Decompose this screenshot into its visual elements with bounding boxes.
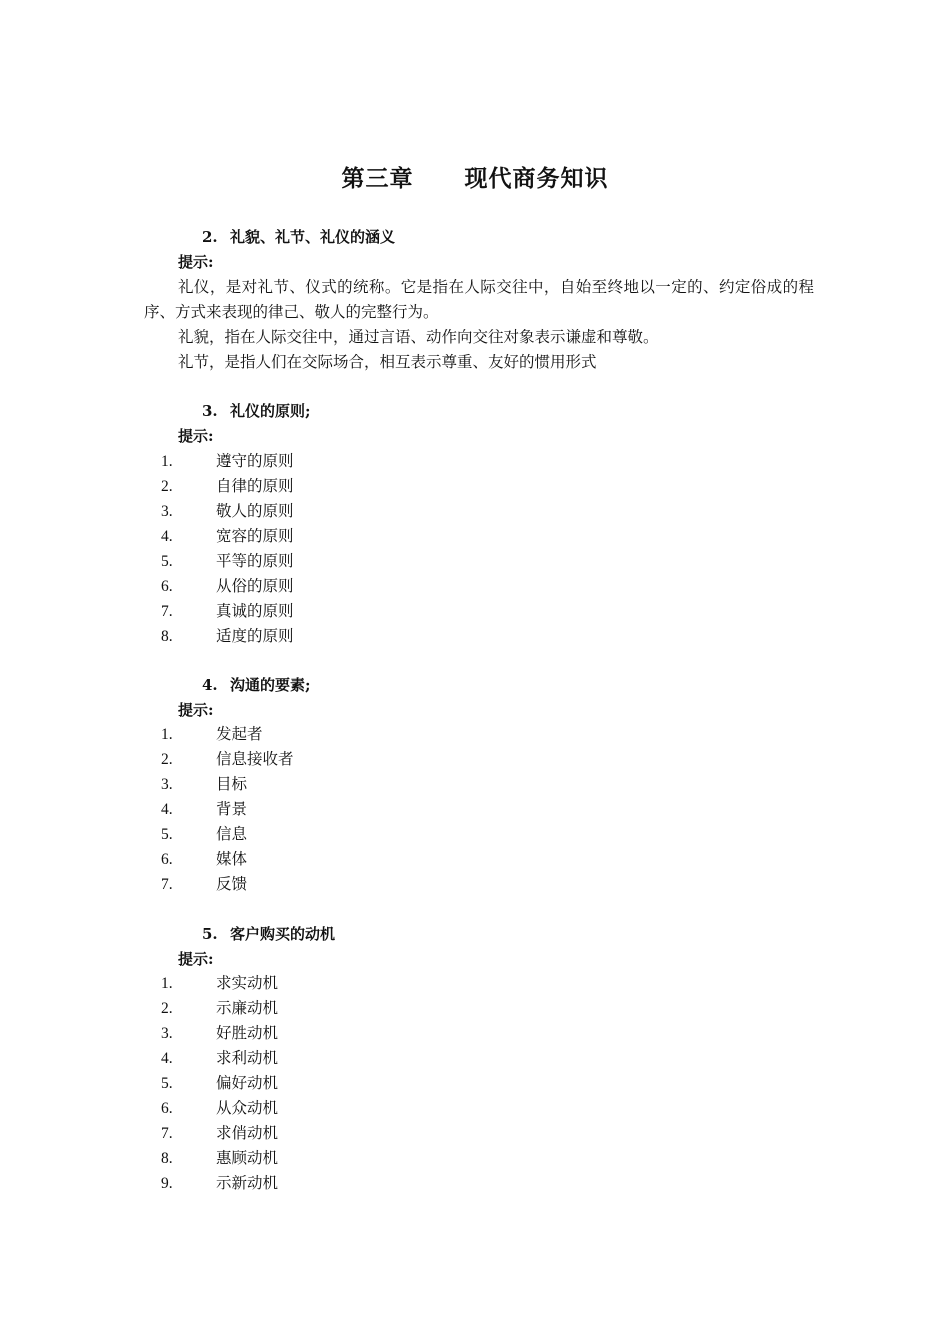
item-number: 2. [161, 751, 173, 768]
hint-label: 提示: [178, 427, 214, 445]
item-text: 适度的原则 [216, 627, 294, 645]
item-text: 遵守的原则 [216, 452, 294, 470]
item-text: 求利动机 [216, 1049, 279, 1067]
section-number: 2. [202, 228, 218, 246]
section-title: 客户购买的动机 [230, 925, 336, 943]
item-text: 求俏动机 [216, 1124, 279, 1142]
item-number: 5. [161, 1075, 173, 1092]
item-number: 5. [161, 553, 173, 570]
list-item [161, 524, 294, 549]
item-text: 真诚的原则 [216, 602, 294, 620]
item-text: 信息 [216, 825, 248, 843]
item-text: 好胜动机 [216, 1024, 279, 1042]
list-item [161, 1021, 278, 1046]
list-item [161, 1071, 278, 1096]
item-text: 示廉动机 [216, 999, 279, 1017]
list-item [161, 847, 294, 872]
list-item [161, 772, 294, 797]
item-number: 1. [161, 453, 173, 470]
communication-elements-list [161, 722, 294, 897]
section-number: 3. [202, 402, 218, 420]
item-number: 6. [161, 578, 173, 595]
item-text: 敬人的原则 [216, 502, 294, 520]
hint-label: 提示: [178, 950, 214, 968]
item-text: 示新动机 [216, 1174, 279, 1192]
section-title: 沟通的要素; [230, 676, 311, 694]
hint-label: 提示: [178, 701, 214, 719]
list-item [161, 449, 294, 474]
item-text: 目标 [216, 775, 248, 793]
item-number: 4. [161, 528, 173, 545]
item-text: 自律的原则 [216, 477, 294, 495]
list-item [161, 599, 294, 624]
list-item [161, 1171, 278, 1196]
list-item [161, 971, 278, 996]
item-number: 4. [161, 1050, 173, 1067]
item-number: 5. [161, 826, 173, 843]
item-number: 1. [161, 726, 173, 743]
list-item [161, 474, 294, 499]
item-number: 7. [161, 876, 173, 893]
item-text: 发起者 [216, 725, 263, 743]
list-item [161, 1121, 278, 1146]
item-number: 3. [161, 776, 173, 793]
item-number: 7. [161, 603, 173, 620]
paragraph-liyi: 礼仪，是对礼节、仪式的统称。它是指在人际交往中，自始至终地以一定的、约定俗成的程序、方式来表现的律己、敬人的完整行为。 [144, 278, 814, 321]
item-number: 1. [161, 975, 173, 992]
section-number: 5. [202, 925, 218, 943]
item-text: 平等的原则 [216, 552, 294, 570]
list-item [161, 822, 294, 847]
item-number: 8. [161, 1150, 173, 1167]
item-number: 8. [161, 628, 173, 645]
item-number: 6. [161, 1100, 173, 1117]
hint-label: 提示: [178, 253, 214, 271]
paragraph-limao: 礼貌，指在人际交往中，通过言语、动作向交往对象表示谦虚和尊敬。 [178, 328, 659, 346]
list-item [161, 722, 294, 747]
list-item [161, 996, 278, 1021]
item-text: 媒体 [216, 850, 248, 868]
paragraph-lijie: 礼节，是指人们在交际场合，相互表示尊重、友好的惯用形式 [178, 353, 597, 371]
item-text: 反馈 [216, 875, 248, 893]
principles-list [161, 449, 294, 649]
section-heading-4 [202, 673, 311, 698]
item-text: 惠顾动机 [216, 1149, 279, 1167]
list-item [161, 797, 294, 822]
list-item [161, 624, 294, 649]
list-item [161, 872, 294, 897]
section-title: 礼仪的原则; [230, 402, 311, 420]
item-text: 信息接收者 [216, 750, 294, 768]
item-text: 宽容的原则 [216, 527, 294, 545]
item-text: 偏好动机 [216, 1074, 279, 1092]
item-text: 求实动机 [216, 974, 279, 992]
item-number: 3. [161, 1025, 173, 1042]
item-number: 9. [161, 1175, 173, 1192]
section-title: 礼貌、礼节、礼仪的涵义 [230, 228, 396, 246]
item-number: 2. [161, 478, 173, 495]
item-number: 3. [161, 503, 173, 520]
list-item [161, 1096, 278, 1121]
item-number: 2. [161, 1000, 173, 1017]
item-text: 从俗的原则 [216, 577, 294, 595]
item-number: 6. [161, 851, 173, 868]
list-item [161, 1146, 278, 1171]
item-text: 从众动机 [216, 1099, 279, 1117]
list-item [161, 549, 294, 574]
section-number: 4. [202, 676, 218, 694]
item-number: 4. [161, 801, 173, 818]
purchase-motives-list [161, 971, 278, 1196]
list-item [161, 499, 294, 524]
list-item [161, 1046, 278, 1071]
list-item [161, 574, 294, 599]
section-heading-3 [202, 399, 311, 424]
chapter-title: 第三章 现代商务知识 [341, 166, 609, 192]
section-heading-5 [202, 922, 335, 947]
section-heading-2 [202, 225, 395, 250]
list-item [161, 747, 294, 772]
item-number: 7. [161, 1125, 173, 1142]
item-text: 背景 [216, 800, 248, 818]
